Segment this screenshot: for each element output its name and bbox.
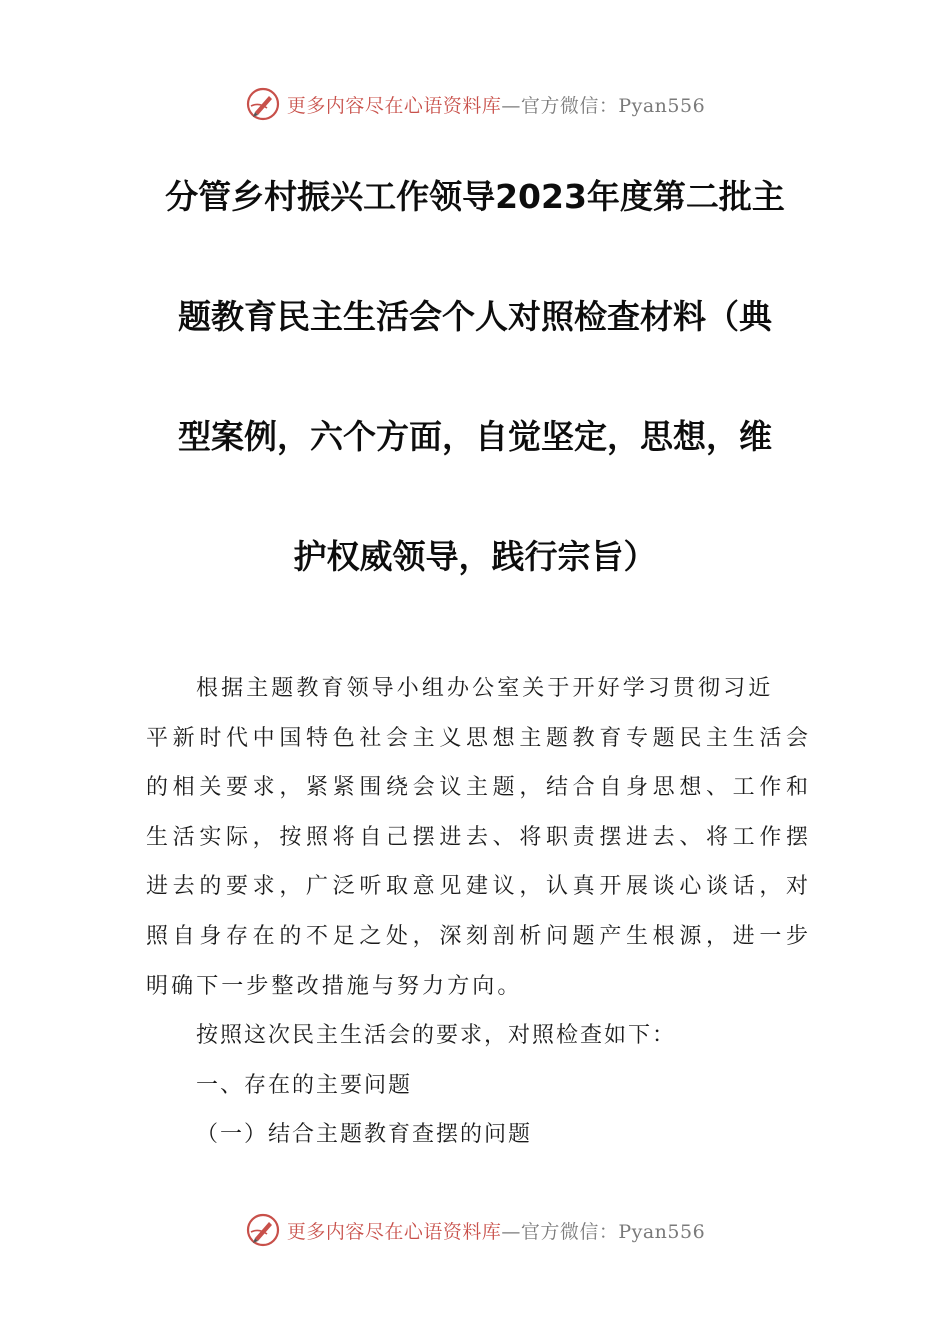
paragraph-line: 的相关要求，紧紧围绕会议主题，结合自身思想、工作和 xyxy=(146,775,808,801)
title-line: 分管乡村振兴工作领导2023年度第二批主 xyxy=(165,177,785,216)
title-line: 题教育民主生活会个人对照检查材料（典 xyxy=(178,297,772,336)
section-heading: 一、存在的主要问题 xyxy=(196,1072,413,1098)
header-banner-site: 更多内容尽在心语资料库 xyxy=(286,94,502,117)
footer-banner xyxy=(0,1208,950,1252)
check-intro-paragraph: 按照这次民主生活会的要求，对照检查如下： xyxy=(196,1023,677,1049)
subsection-heading: （一）结合主题教育查摆的问题 xyxy=(196,1122,533,1148)
footer-banner-text xyxy=(287,1217,705,1244)
pen-logo-icon xyxy=(245,1212,281,1248)
footer-banner-site: 更多内容尽在心语资料库 xyxy=(286,1220,502,1243)
paragraph-line: 进去的要求，广泛听取意见建议，认真开展谈心谈话，对 xyxy=(146,874,808,900)
paragraph-line: 明确下一步整改措施与努力方向。 xyxy=(146,973,523,999)
paragraph-line: 根据主题教育领导小组办公室关于开好学习贯彻习近 xyxy=(196,676,774,701)
title-line: 型案例，六个方面，自觉坚定，思想，维 xyxy=(178,417,772,456)
document-title xyxy=(120,162,830,642)
paragraph-line: 照自身存在的不足之处，深刻剖析问题产生根源，进一步 xyxy=(146,923,808,949)
header-banner-text xyxy=(287,91,705,118)
paragraph-line: 平新时代中国特色社会主义思想主题教育专题民主生活会 xyxy=(146,725,808,751)
paragraph-line: 生活实际，按照将自己摆进去、将职责摆进去、将工作摆 xyxy=(146,824,808,850)
header-banner-wechat: —官方微信：Pyan556 xyxy=(501,94,706,117)
title-line: 护权威领导，践行宗旨） xyxy=(293,537,657,576)
intro-paragraph xyxy=(146,664,808,1011)
document-body xyxy=(146,664,808,1160)
footer-banner-wechat: —官方微信：Pyan556 xyxy=(501,1220,706,1243)
header-banner xyxy=(0,82,950,126)
pen-logo-icon xyxy=(245,86,281,122)
